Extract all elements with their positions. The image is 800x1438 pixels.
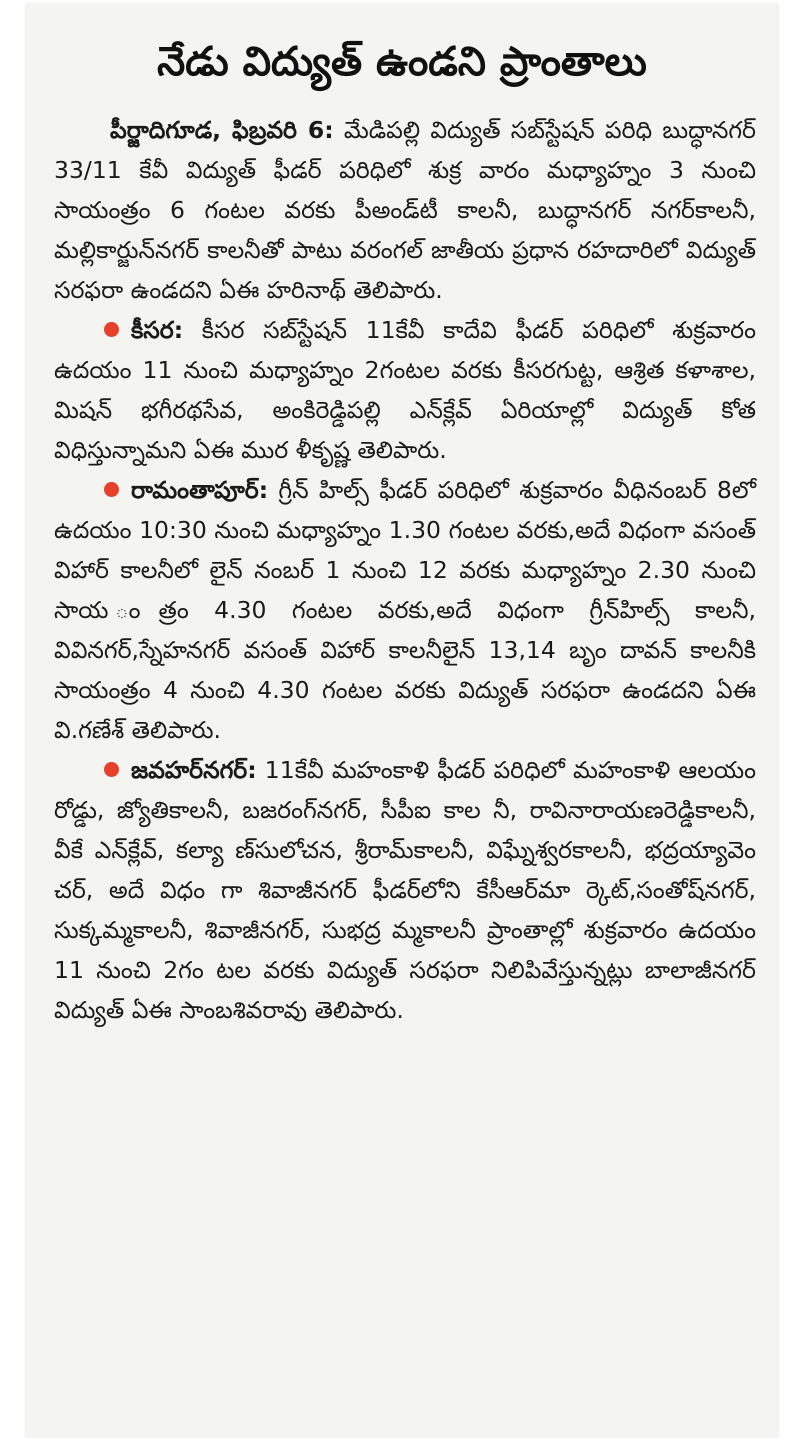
place-name: కీసర: [131,316,184,344]
paragraph-keesara [54,310,756,470]
place-name: జవహర్‌నగర్‌: [131,756,257,784]
paragraph-peerzadiguda [54,110,756,310]
bullet-icon [104,322,119,337]
article-body [26,92,778,1030]
bullet-icon [104,762,119,777]
bullet-icon [104,482,119,497]
paragraph-jawaharnagar [54,750,756,1030]
paragraph-text: గ్రీన్‌ హిల్స్‌ ఫీడర్‌ పరిధిలో శుక్రవారం వీధినంబర్‌ 8లో ఉదయం 10:30 నుంచి మధ్యాహ్నం 1.30 గంటల వరకు,అదే విధంగా వసంత్‌ విహార్‌ కాలనీలో లైన్‌ నంబర్‌ 1 నుంచి 12 వరకు మధ్యాహ్నం 2.30 నుంచి సాయ ంత్రం 4.30 గంటల వరకు,అదే విధంగా గ్రీన్‌హిల్స్‌ కాలనీ, వివినగర్‌,స్నేహనగర్‌ వసంత్‌ విహార్‌ కాలనీలైన్‌ 13,14 బృం దావన్‌ కాలనీకి సాయంత్రం 4 నుంచి 4.30 గంటల వరకు విద్యుత్‌ సరఫరా ఉండదని ఏఈ వి.గణేశ్‌ తెలిపారు. [54,476,756,744]
paragraph-text: కీసర సబ్‌స్టేషన్‌ 11కేవీ కాదేవి ఫీడర్‌ పరిధిలో శుక్రవారం ఉదయం 11 నుంచి మధ్యాహ్నం 2గంటల వరకు కీసరగుట్ట, ఆశ్రిత కళాశాల, మిషన్‌ భగీరథసేవ, అంకిరెడ్డిపల్లి ఎన్‌క్లేవ్‌ ఏరియాల్లో విద్యుత్‌ కోత విధిస్తున్నామని ఏఈ ముర ళీకృష్ణ తెలిపారు. [54,316,756,464]
dateline: పీర్జాదిగూడ, ఫిబ్రవరి 6: [110,116,334,144]
news-clipping [26,4,778,1438]
paragraph-text: మేడిపల్లి విద్యుత్‌ సబ్‌స్టేషన్‌ పరిధి బుద్ధానగర్‌ 33/11 కేవీ విద్యుత్‌ ఫీడర్‌ పరిధిలో శుక్ర వారం మధ్యాహ్నం 3 నుంచి సాయంత్రం 6 గంటల వరకు పీఅండ్‌టీ కాలనీ, బుద్ధానగర్‌ నగర్‌కాలనీ, మల్లికార్జున్‌నగర్‌ కాలనీతో పాటు వరంగల్‌ జాతీయ ప్రధాన రహదారిలో విద్యుత్‌ సరఫరా ఉండదని ఏఈ హరినాథ్‌ తెలిపారు. [54,116,756,304]
paragraph-ramanthapur [54,470,756,750]
headline: నేడు విద్యుత్‌ ఉండని ప్రాంతాలు [157,39,647,85]
place-name: రామంతాపూర్‌: [131,476,269,504]
paragraph-text: 11కేవీ మహంకాళి ఫీడర్‌ పరిధిలో మహంకాళి ఆలయం రోడ్డు, జ్యోతికాలనీ, బజరంగ్‌నగర్‌, సీపీఐ కాల నీ, రావినారాయణరెడ్డికాలనీ, వీకే ఎన్‌క్లేవ్‌, కల్యా ణ్‌సులోచన, శ్రీరామ్‌కాలనీ, విఘ్నేశ్వరకాలనీ, భద్రయ్యావెం చర్‌, అదే విధం గా శివాజీనగర్‌ ఫీడర్‌లోని కేసీఆర్‌మా ర్కెట్‌,సంతోష్‌నగర్‌, సుక్కమ్మకాలనీ, శివాజీనగర్‌, సుభద్ర మ్మకాలనీ ప్రాంతాల్లో శుక్రవారం ఉదయం 11 నుంచి 2గం టల వరకు విద్యుత్‌ సరఫరా నిలిపివేస్తున్నట్లు బాలాజీనగర్‌ విద్యుత్‌ ఏఈ సాంబశివరావు తెలిపారు. [54,756,756,1024]
